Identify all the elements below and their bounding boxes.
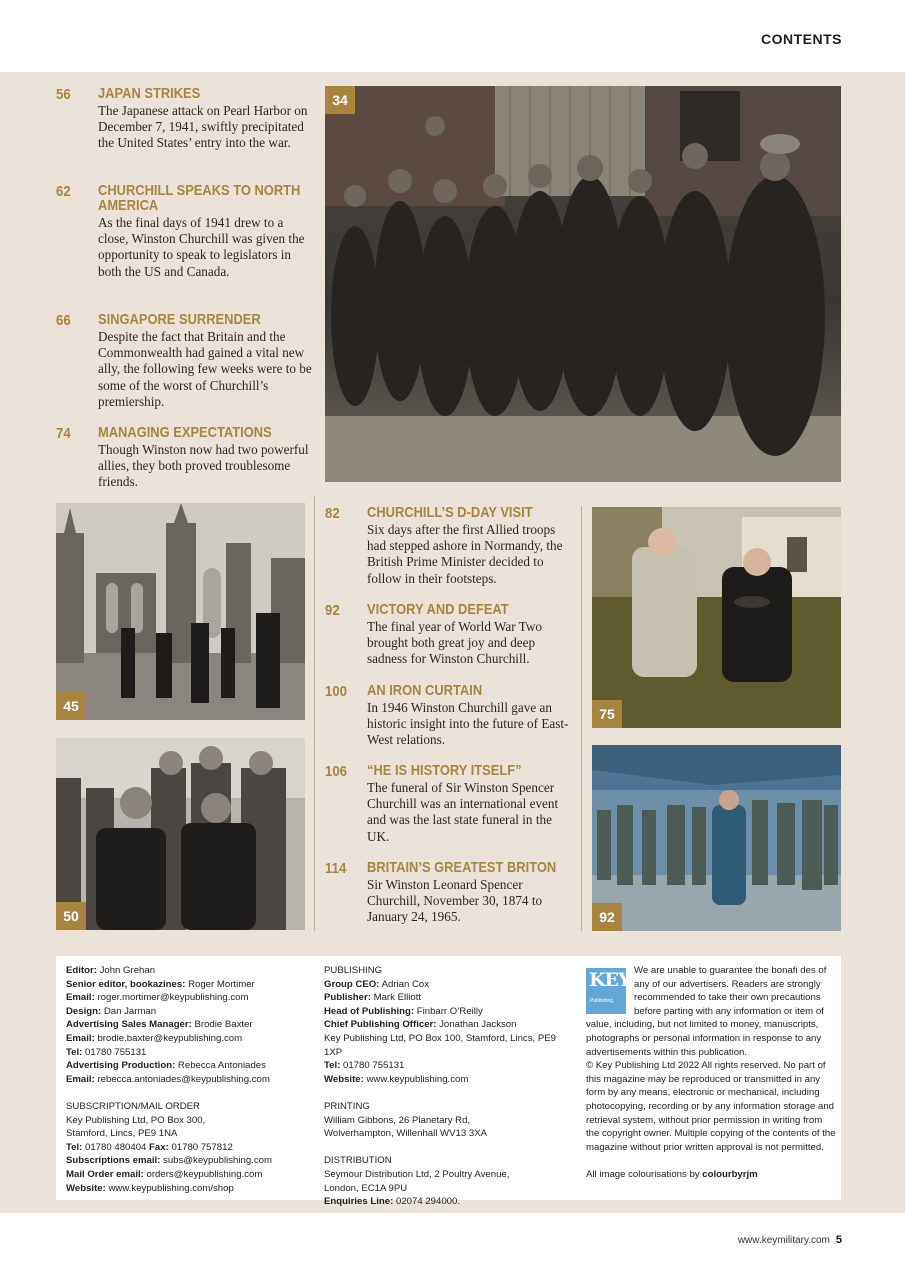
page-badge: 34	[325, 86, 355, 114]
column-divider	[581, 506, 582, 931]
photo-image	[325, 86, 841, 482]
entry-description: The Japanese attack on Pearl Harbor on December 7, 1941, swiftly precipitated the United States’ entry into the war.	[98, 103, 308, 151]
entry-title: CHURCHILL SPEAKS TO NORTH AMERICA	[98, 182, 301, 214]
website-link[interactable]: www.keypublishing.com/shop	[105, 1182, 234, 1194]
entry-title: AN IRON CURTAIN	[367, 682, 483, 699]
entry-description: The funeral of Sir Winston Spencer Churchill was an international event and was the last state funeral in the UK.	[367, 780, 559, 844]
entry-description: As the final days of 1941 drew to a close, Winston Churchill was given the opportunity to speak to legislators in both the US and Canada.	[98, 215, 305, 279]
distribution-heading: DISTRIBUTION	[324, 1155, 392, 1167]
column-divider	[314, 496, 315, 931]
entry-description: Though Winston now had two powerful allies, they both proved troublesome friends.	[98, 442, 309, 490]
photo-image	[56, 503, 305, 720]
email-link[interactable]: brodie.baxter@keypublishing.com	[94, 1032, 243, 1044]
entry-title: “HE IS HISTORY ITSELF”	[367, 762, 522, 779]
photo-seated-leaders[interactable]	[56, 738, 305, 930]
printing-heading: PRINTING	[324, 1100, 370, 1112]
entry-description: Sir Winston Leonard Spencer Churchill, November 30, 1874 to January 24, 1965.	[367, 877, 543, 925]
photo-image	[56, 738, 305, 930]
email-link[interactable]: orders@keypublishing.com	[143, 1168, 263, 1180]
photo-image	[592, 745, 841, 931]
email-link[interactable]: rebecca.antoniades@keypublishing.com	[94, 1073, 270, 1085]
page-footer	[738, 1234, 842, 1246]
entry-title: JAPAN STRIKES	[98, 85, 201, 102]
photo-cathedral-ruins[interactable]	[56, 503, 305, 720]
page-number: 74	[56, 425, 71, 442]
entry-description: Six days after the first Allied troops had stepped ashore in Normandy, the British Prime Minister decided to follow in their footsteps.	[367, 522, 563, 586]
entry-title: VICTORY AND DEFEAT	[367, 601, 509, 618]
page-number: 100	[325, 683, 348, 700]
publishing-heading: PUBLISHING	[324, 965, 383, 976]
website-link[interactable]: www.keypublishing.com	[363, 1073, 469, 1085]
website-link[interactable]: www.keymilitary.com	[737, 1235, 830, 1246]
entry-title: SINGAPORE SURRENDER	[98, 311, 261, 328]
page-number: 62	[56, 183, 71, 200]
page-badge: 50	[56, 902, 86, 930]
entry-title: CHURCHILL’S D-DAY VISIT	[367, 504, 533, 521]
page-badge: 92	[592, 903, 622, 931]
colourist-name: colourbyrjm	[702, 1168, 758, 1180]
entry-description: The final year of World War Two brought both great joy and deep sadness for Winston Churchill.	[367, 619, 542, 667]
page-number: 114	[325, 860, 347, 877]
credits-column-publishing: PUBLISHING Group CEO: Adrian Cox Publisher: Mark Elliott Head of Publishing: Finbarr O’Reilly Chief Publishing Officer: Jonathan Jackson Key Publishing Ltd, PO Box 100, Stamford, Lincs, PE9 1XP Tel: 01780 755131 Website: www.keypublishing.com PRINTING William Gibbons, 26 Planetary Rd, Wolverhampton, Willenhall WV13 3XA DISTRIBUTION Seymour Distribution Ltd, 2 Poultry Avenue, London, EC1A 9PU Enquiries Line: 02074 294000.	[324, 964, 574, 1209]
copyright-text: © Key Publishing Ltd 2022 All rights reserved. No part of this magazine may be reproduced or transmitted in any form by any means, electronic or mechanical, including photocopying, recording or by any information storage and retrieval system, without prior permission in writing from the copyright owner. Multiple copying of the contents of the magazine without prior written approval is not permitted.	[586, 1060, 836, 1153]
subscription-heading: SUBSCRIPTION/MAIL ORDER	[66, 1100, 200, 1112]
credits-panel	[56, 956, 841, 1208]
disclaimer-text: We are unable to guarantee the bonafi des of any of our advertisers. Readers are strongly recommended to take their own precautions before parting with any information or item of value, including, but not limited to money, manuscripts, photographs or personal information in response to any advertisements within this publication.	[586, 965, 827, 1058]
section-title: CONTENTS	[761, 31, 842, 47]
page-number: 56	[56, 86, 71, 103]
page-number: 66	[56, 312, 71, 329]
email-link[interactable]: subs@keypublishing.com	[160, 1155, 272, 1167]
entry-title: BRITAIN’S GREATEST BRITON	[367, 859, 557, 876]
photo-image	[592, 507, 841, 728]
page-number: 92	[325, 602, 340, 619]
page-badge: 75	[592, 700, 622, 728]
entry-description: Despite the fact that Britain and the Commonwealth had gained a vital new ally, the following few weeks were to be some of the worst of Churchill’s premiership.	[98, 329, 312, 409]
entry-description: In 1946 Winston Churchill gave an historic insight into the future of East-West relations.	[367, 700, 569, 748]
email-link[interactable]: roger.mortimer@keypublishing.com	[94, 992, 249, 1004]
credits-column-legal: KEY Publishing We are unable to guarantee the bonafi des of any of our advertisers. Readers are strongly recommended to take their own precautions before parting with any information or item of value, including, but not limited to money, manuscripts, photographs or personal information in response to any advertisements within this publication. © Key Publishing Ltd 2022 All rights reserved. No part of this magazine may be reproduced or transmitted in any form by any means, electronic or mechanical, including photocopying, recording or by any information storage and retrieval system, without prior permission in writing from the copyright owner. Multiple copying of the contents of the magazine without prior written approval is not permitted. All image colourisations by colourbyrjm	[586, 965, 836, 1180]
page-number: 5	[835, 1234, 842, 1246]
page-number: 106	[325, 763, 348, 780]
credits-column-editorial: Editor: John Grehan Senior editor, bookazines: Roger Mortimer Email: roger.mortimer@keypublishing.com Design: Dan Jarman Advertising Sales Manager: Brodie Baxter Email: brodie.baxter@keypublishing.com Tel: 01780 755131 Advertising Production: Rebecca Antoniades Email: rebecca.antoniades@keypublishing.com SUBSCRIPTION/MAIL ORDER Key Publishing Ltd, PO Box 300, Stamford, Lincs, PE9 1NA Tel: 01780 480404 Fax: 01780 757812 Subscriptions email: subs@keypublishing.com Mail Order email: orders@keypublishing.com Website: www.keypublishing.com/shop	[66, 964, 306, 1195]
page-number: 82	[325, 505, 340, 522]
key-publishing-logo: KEY Publishing	[586, 968, 626, 1014]
photo-airfield-officers[interactable]	[592, 745, 841, 931]
page-badge: 45	[56, 692, 86, 720]
photo-troops-with-churchill[interactable]	[325, 86, 841, 482]
entry-title: MANAGING EXPECTATIONS	[98, 424, 272, 441]
photo-garden-meeting[interactable]	[592, 507, 841, 728]
